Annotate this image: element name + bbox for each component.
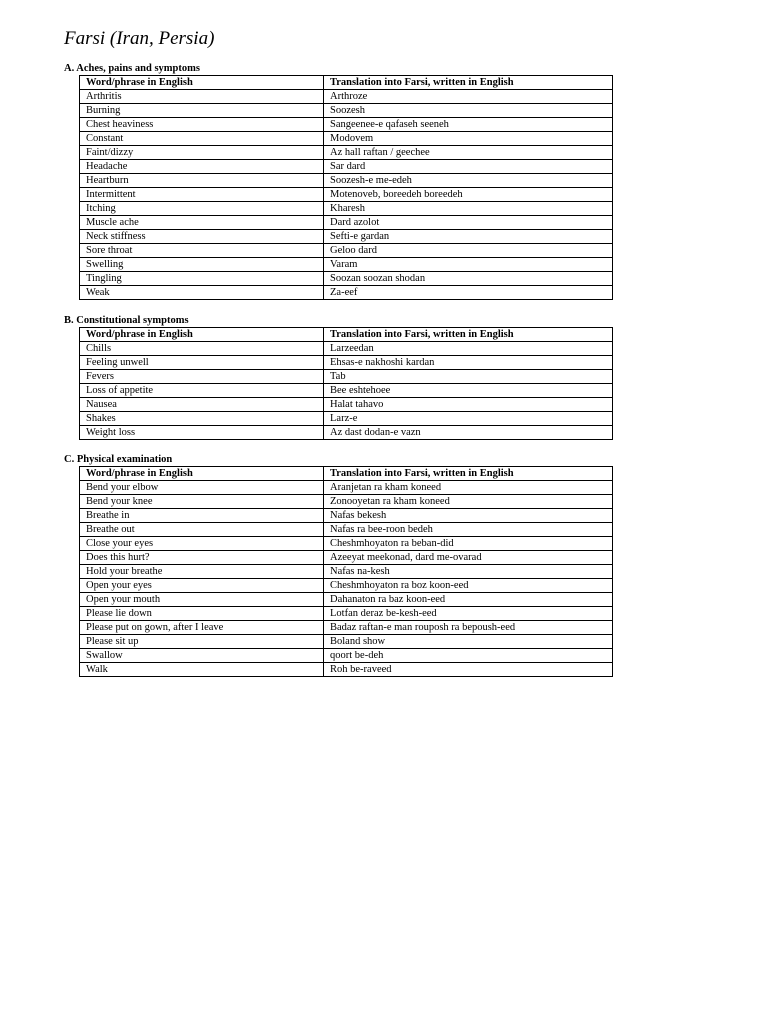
table-row	[80, 551, 613, 565]
english-cell: Intermittent	[80, 188, 324, 202]
table-row	[80, 635, 613, 649]
farsi-cell: Motenoveb, boreedeh boreedeh	[324, 188, 613, 202]
table-row	[80, 160, 613, 174]
table-row	[80, 272, 613, 286]
farsi-cell: Sar dard	[324, 160, 613, 174]
english-cell: Open your mouth	[80, 593, 324, 607]
english-cell: Breathe in	[80, 509, 324, 523]
english-cell: Open your eyes	[80, 579, 324, 593]
farsi-cell: Arthroze	[324, 90, 613, 104]
section-aches-pains	[64, 63, 624, 300]
farsi-cell: Zonooyetan ra kham koneed	[324, 495, 613, 509]
english-cell: Swelling	[80, 258, 324, 272]
table-row	[80, 426, 613, 440]
english-cell: Feeling unwell	[80, 356, 324, 370]
farsi-cell: Az hall raftan / geechee	[324, 146, 613, 160]
table-row	[80, 663, 613, 677]
table-row	[80, 607, 613, 621]
table-header-row	[80, 328, 613, 342]
farsi-cell: Varam	[324, 258, 613, 272]
table-row	[80, 579, 613, 593]
english-cell: Breathe out	[80, 523, 324, 537]
table-header-row	[80, 76, 613, 90]
english-cell: Please put on gown, after I leave	[80, 621, 324, 635]
farsi-cell: Lotfan deraz be-kesh-eed	[324, 607, 613, 621]
farsi-cell: Halat tahavo	[324, 398, 613, 412]
farsi-cell: Kharesh	[324, 202, 613, 216]
table-row	[80, 244, 613, 258]
table-row	[80, 188, 613, 202]
table-header-row	[80, 467, 613, 481]
farsi-cell: Roh be-raveed	[324, 663, 613, 677]
vocab-table	[79, 327, 613, 440]
farsi-cell: Soozan soozan shodan	[324, 272, 613, 286]
page-title: Farsi (Iran, Persia)	[64, 28, 215, 49]
english-cell: Bend your knee	[80, 495, 324, 509]
table-row	[80, 593, 613, 607]
english-cell: Faint/dizzy	[80, 146, 324, 160]
farsi-cell: qoort be-deh	[324, 649, 613, 663]
farsi-cell: Aranjetan ra kham koneed	[324, 481, 613, 495]
english-cell: Please sit up	[80, 635, 324, 649]
table-row	[80, 174, 613, 188]
table-row	[80, 258, 613, 272]
table-row	[80, 202, 613, 216]
english-cell: Chills	[80, 342, 324, 356]
table-row	[80, 230, 613, 244]
table-row	[80, 286, 613, 300]
english-cell: Neck stiffness	[80, 230, 324, 244]
table-row	[80, 90, 613, 104]
table-row	[80, 216, 613, 230]
table-row	[80, 412, 613, 426]
table-row	[80, 370, 613, 384]
section-heading: C. Physical examination	[64, 454, 173, 465]
farsi-cell: Modovem	[324, 132, 613, 146]
section-heading: B. Constitutional symptoms	[64, 315, 189, 326]
table-row	[80, 649, 613, 663]
farsi-cell: Dahanaton ra baz koon-eed	[324, 593, 613, 607]
english-cell: Swallow	[80, 649, 324, 663]
farsi-cell: Boland show	[324, 635, 613, 649]
column-header-english: Word/phrase in English	[80, 328, 324, 342]
english-cell: Weak	[80, 286, 324, 300]
english-cell: Burning	[80, 104, 324, 118]
table-row	[80, 342, 613, 356]
english-cell: Fevers	[80, 370, 324, 384]
farsi-cell: Dard azolot	[324, 216, 613, 230]
table-row	[80, 118, 613, 132]
farsi-cell: Soozesh-e me-edeh	[324, 174, 613, 188]
farsi-cell: Soozesh	[324, 104, 613, 118]
farsi-cell: Nafas na-kesh	[324, 565, 613, 579]
english-cell: Weight loss	[80, 426, 324, 440]
english-cell: Please lie down	[80, 607, 324, 621]
farsi-cell: Nafas ra bee-roon bedeh	[324, 523, 613, 537]
section-heading: A. Aches, pains and symptoms	[64, 63, 200, 74]
farsi-cell: Badaz raftan-e man rouposh ra bepoush-eed	[324, 621, 613, 635]
column-header-farsi: Translation into Farsi, written in English	[324, 328, 613, 342]
column-header-english: Word/phrase in English	[80, 467, 324, 481]
farsi-cell: Geloo dard	[324, 244, 613, 258]
farsi-cell: Nafas bekesh	[324, 509, 613, 523]
english-cell: Chest heaviness	[80, 118, 324, 132]
column-header-farsi: Translation into Farsi, written in English	[324, 76, 613, 90]
farsi-cell: Cheshmhoyaton ra boz koon-eed	[324, 579, 613, 593]
table-row	[80, 398, 613, 412]
table-row	[80, 104, 613, 118]
table-row	[80, 565, 613, 579]
section-constitutional	[64, 315, 624, 440]
farsi-cell: Larzeedan	[324, 342, 613, 356]
vocab-table	[79, 75, 613, 300]
english-cell: Itching	[80, 202, 324, 216]
english-cell: Hold your breathe	[80, 565, 324, 579]
farsi-cell: Cheshmhoyaton ra beban-did	[324, 537, 613, 551]
english-cell: Headache	[80, 160, 324, 174]
farsi-cell: Larz-e	[324, 412, 613, 426]
farsi-cell: Sangeenee-e qafaseh seeneh	[324, 118, 613, 132]
farsi-cell: Az dast dodan-e vazn	[324, 426, 613, 440]
table-row	[80, 384, 613, 398]
english-cell: Sore throat	[80, 244, 324, 258]
farsi-cell: Ehsas-e nakhoshi kardan	[324, 356, 613, 370]
table-row	[80, 481, 613, 495]
table-row	[80, 523, 613, 537]
english-cell: Muscle ache	[80, 216, 324, 230]
english-cell: Nausea	[80, 398, 324, 412]
farsi-cell: Sefti-e gardan	[324, 230, 613, 244]
column-header-farsi: Translation into Farsi, written in English	[324, 467, 613, 481]
english-cell: Does this hurt?	[80, 551, 324, 565]
table-row	[80, 146, 613, 160]
table-row	[80, 495, 613, 509]
farsi-cell: Bee eshtehoee	[324, 384, 613, 398]
english-cell: Walk	[80, 663, 324, 677]
table-row	[80, 132, 613, 146]
column-header-english: Word/phrase in English	[80, 76, 324, 90]
section-physical-exam	[64, 454, 624, 677]
vocab-table	[79, 466, 613, 677]
farsi-cell: Za-eef	[324, 286, 613, 300]
english-cell: Tingling	[80, 272, 324, 286]
english-cell: Shakes	[80, 412, 324, 426]
english-cell: Close your eyes	[80, 537, 324, 551]
farsi-cell: Tab	[324, 370, 613, 384]
english-cell: Loss of appetite	[80, 384, 324, 398]
table-row	[80, 509, 613, 523]
english-cell: Constant	[80, 132, 324, 146]
table-row	[80, 621, 613, 635]
farsi-cell: Azeeyat meekonad, dard me-ovarad	[324, 551, 613, 565]
english-cell: Heartburn	[80, 174, 324, 188]
table-row	[80, 356, 613, 370]
table-row	[80, 537, 613, 551]
english-cell: Bend your elbow	[80, 481, 324, 495]
english-cell: Arthritis	[80, 90, 324, 104]
